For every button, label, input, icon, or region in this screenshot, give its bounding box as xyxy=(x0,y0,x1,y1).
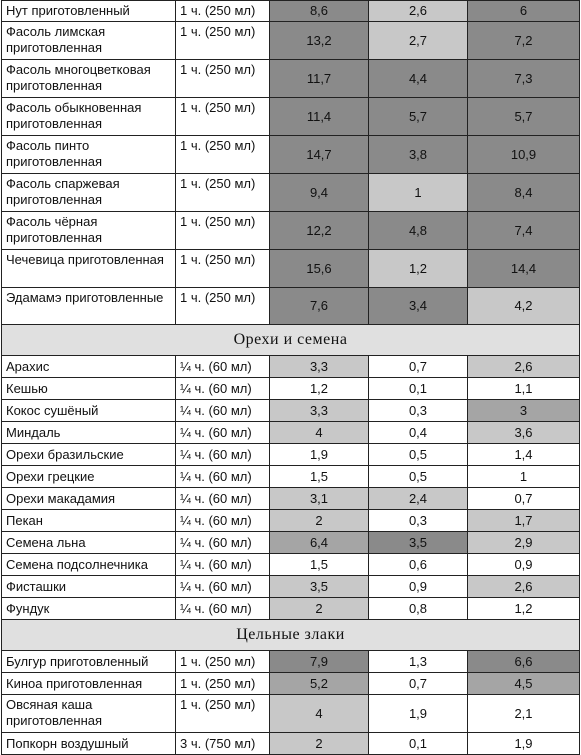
value-cell-1: 2 xyxy=(270,598,369,619)
portion-cell: 3 ч. (750 мл) xyxy=(176,733,270,754)
food-name-cell: Семена подсолнечника xyxy=(1,554,176,575)
value-cell-3: 7,2 xyxy=(468,22,580,59)
food-name-cell: Фасоль чёрная приготовленная xyxy=(1,212,176,249)
value-cell-1: 1,5 xyxy=(270,554,369,575)
table-row xyxy=(1,576,580,598)
food-name-cell: Фасоль лимская приготовленная xyxy=(1,22,176,59)
value-cell-2: 1,9 xyxy=(369,695,468,732)
table-row xyxy=(1,400,580,422)
value-cell-2: 3,4 xyxy=(369,288,468,324)
value-cell-3: 10,9 xyxy=(468,136,580,173)
food-name-cell: Арахис xyxy=(1,356,176,377)
table-row xyxy=(1,174,580,212)
value-cell-2: 1,2 xyxy=(369,250,468,287)
value-cell-2: 5,7 xyxy=(369,98,468,135)
portion-cell: ¼ ч. (60 мл) xyxy=(176,378,270,399)
value-cell-1: 15,6 xyxy=(270,250,369,287)
value-cell-3: 2,6 xyxy=(468,356,580,377)
nutrition-table xyxy=(1,0,580,755)
food-name-cell: Фасоль многоцветковая приготовленная xyxy=(1,60,176,97)
value-cell-3: 5,7 xyxy=(468,98,580,135)
table-row xyxy=(1,598,580,620)
portion-cell: ¼ ч. (60 мл) xyxy=(176,400,270,421)
portion-cell: 1 ч. (250 мл) xyxy=(176,673,270,694)
value-cell-2: 0,1 xyxy=(369,378,468,399)
food-name-cell: Эдамамэ приготовленные xyxy=(1,288,176,324)
value-cell-2: 4,8 xyxy=(369,212,468,249)
section-header: Цельные злаки xyxy=(1,620,580,651)
value-cell-2: 0,7 xyxy=(369,673,468,694)
value-cell-3: 2,1 xyxy=(468,695,580,732)
value-cell-3: 1,4 xyxy=(468,444,580,465)
food-name-cell: Фасоль пинто приготовленная xyxy=(1,136,176,173)
portion-cell: 1 ч. (250 мл) xyxy=(176,174,270,211)
food-name-cell: Орехи бразильские xyxy=(1,444,176,465)
portion-cell: ¼ ч. (60 мл) xyxy=(176,576,270,597)
value-cell-3: 1,2 xyxy=(468,598,580,619)
food-name-cell: Орехи грецкие xyxy=(1,466,176,487)
value-cell-1: 13,2 xyxy=(270,22,369,59)
table-row xyxy=(1,444,580,466)
value-cell-3: 3,6 xyxy=(468,422,580,443)
value-cell-3: 4,5 xyxy=(468,673,580,694)
value-cell-1: 8,6 xyxy=(270,1,369,21)
table-row xyxy=(1,98,580,136)
portion-cell: ¼ ч. (60 мл) xyxy=(176,466,270,487)
value-cell-2: 0,7 xyxy=(369,356,468,377)
table-row xyxy=(1,378,580,400)
portion-cell: 1 ч. (250 мл) xyxy=(176,136,270,173)
value-cell-3: 2,9 xyxy=(468,532,580,553)
value-cell-1: 9,4 xyxy=(270,174,369,211)
portion-cell: 1 ч. (250 мл) xyxy=(176,22,270,59)
food-name-cell: Пекан xyxy=(1,510,176,531)
value-cell-3: 7,3 xyxy=(468,60,580,97)
value-cell-1: 3,3 xyxy=(270,356,369,377)
value-cell-2: 1 xyxy=(369,174,468,211)
value-cell-3: 0,7 xyxy=(468,488,580,509)
value-cell-1: 1,9 xyxy=(270,444,369,465)
food-name-cell: Кешью xyxy=(1,378,176,399)
value-cell-3: 6 xyxy=(468,1,580,21)
table-row xyxy=(1,212,580,250)
value-cell-3: 4,2 xyxy=(468,288,580,324)
value-cell-1: 2 xyxy=(270,733,369,754)
value-cell-1: 3,1 xyxy=(270,488,369,509)
food-name-cell: Киноа приготовленная xyxy=(1,673,176,694)
portion-cell: 1 ч. (250 мл) xyxy=(176,1,270,21)
value-cell-2: 3,8 xyxy=(369,136,468,173)
value-cell-3: 2,6 xyxy=(468,576,580,597)
value-cell-1: 3,3 xyxy=(270,400,369,421)
value-cell-3: 1,1 xyxy=(468,378,580,399)
food-name-cell: Миндаль xyxy=(1,422,176,443)
food-name-cell: Овсяная каша приготовленная xyxy=(1,695,176,732)
portion-cell: 1 ч. (250 мл) xyxy=(176,695,270,732)
value-cell-3: 3 xyxy=(468,400,580,421)
table-row xyxy=(1,673,580,695)
table-row xyxy=(1,532,580,554)
table-row xyxy=(1,60,580,98)
portion-cell: 1 ч. (250 мл) xyxy=(176,288,270,324)
table-row xyxy=(1,651,580,673)
value-cell-1: 7,9 xyxy=(270,651,369,672)
value-cell-2: 4,4 xyxy=(369,60,468,97)
food-name-cell: Попкорн воздушный xyxy=(1,733,176,754)
value-cell-3: 1,7 xyxy=(468,510,580,531)
portion-cell: ¼ ч. (60 мл) xyxy=(176,532,270,553)
value-cell-3: 8,4 xyxy=(468,174,580,211)
table-row xyxy=(1,136,580,174)
value-cell-2: 2,4 xyxy=(369,488,468,509)
table-row xyxy=(1,488,580,510)
food-name-cell: Фундук xyxy=(1,598,176,619)
food-name-cell: Чечевица приготовленная xyxy=(1,250,176,287)
portion-cell: 1 ч. (250 мл) xyxy=(176,212,270,249)
value-cell-1: 1,5 xyxy=(270,466,369,487)
food-name-cell: Булгур приготовленный xyxy=(1,651,176,672)
value-cell-2: 0,5 xyxy=(369,444,468,465)
value-cell-1: 5,2 xyxy=(270,673,369,694)
table-row xyxy=(1,250,580,288)
value-cell-2: 0,3 xyxy=(369,400,468,421)
value-cell-2: 0,5 xyxy=(369,466,468,487)
value-cell-1: 11,4 xyxy=(270,98,369,135)
portion-cell: 1 ч. (250 мл) xyxy=(176,60,270,97)
portion-cell: 1 ч. (250 мл) xyxy=(176,651,270,672)
section-header: Орехи и семена xyxy=(1,325,580,356)
value-cell-3: 7,4 xyxy=(468,212,580,249)
value-cell-3: 6,6 xyxy=(468,651,580,672)
value-cell-1: 7,6 xyxy=(270,288,369,324)
portion-cell: ¼ ч. (60 мл) xyxy=(176,422,270,443)
value-cell-1: 4 xyxy=(270,422,369,443)
food-name-cell: Нут приготовленный xyxy=(1,1,176,21)
value-cell-2: 3,5 xyxy=(369,532,468,553)
value-cell-2: 0,4 xyxy=(369,422,468,443)
portion-cell: ¼ ч. (60 мл) xyxy=(176,510,270,531)
portion-cell: ¼ ч. (60 мл) xyxy=(176,554,270,575)
value-cell-3: 1 xyxy=(468,466,580,487)
value-cell-2: 0,6 xyxy=(369,554,468,575)
table-row xyxy=(1,356,580,378)
food-name-cell: Семена льна xyxy=(1,532,176,553)
portion-cell: 1 ч. (250 мл) xyxy=(176,98,270,135)
value-cell-1: 1,2 xyxy=(270,378,369,399)
food-name-cell: Кокос сушёный xyxy=(1,400,176,421)
value-cell-2: 2,6 xyxy=(369,1,468,21)
food-name-cell: Фисташки xyxy=(1,576,176,597)
value-cell-1: 4 xyxy=(270,695,369,732)
table-row xyxy=(1,22,580,60)
value-cell-1: 3,5 xyxy=(270,576,369,597)
value-cell-2: 0,3 xyxy=(369,510,468,531)
table-row xyxy=(1,1,580,22)
food-name-cell: Фасоль спаржевая приготовленная xyxy=(1,174,176,211)
portion-cell: ¼ ч. (60 мл) xyxy=(176,488,270,509)
table-row xyxy=(1,510,580,532)
portion-cell: ¼ ч. (60 мл) xyxy=(176,356,270,377)
value-cell-2: 1,3 xyxy=(369,651,468,672)
value-cell-1: 6,4 xyxy=(270,532,369,553)
value-cell-3: 1,9 xyxy=(468,733,580,754)
table-row xyxy=(1,422,580,444)
value-cell-2: 0,9 xyxy=(369,576,468,597)
food-name-cell: Фасоль обыкновенная приготовленная xyxy=(1,98,176,135)
value-cell-3: 14,4 xyxy=(468,250,580,287)
value-cell-2: 2,7 xyxy=(369,22,468,59)
portion-cell: ¼ ч. (60 мл) xyxy=(176,598,270,619)
table-row xyxy=(1,288,580,325)
value-cell-3: 0,9 xyxy=(468,554,580,575)
table-row xyxy=(1,554,580,576)
value-cell-1: 11,7 xyxy=(270,60,369,97)
value-cell-1: 14,7 xyxy=(270,136,369,173)
table-row xyxy=(1,733,580,755)
portion-cell: 1 ч. (250 мл) xyxy=(176,250,270,287)
table-row xyxy=(1,695,580,733)
value-cell-1: 12,2 xyxy=(270,212,369,249)
value-cell-2: 0,8 xyxy=(369,598,468,619)
value-cell-2: 0,1 xyxy=(369,733,468,754)
food-name-cell: Орехи макадамия xyxy=(1,488,176,509)
table-row xyxy=(1,466,580,488)
value-cell-1: 2 xyxy=(270,510,369,531)
portion-cell: ¼ ч. (60 мл) xyxy=(176,444,270,465)
